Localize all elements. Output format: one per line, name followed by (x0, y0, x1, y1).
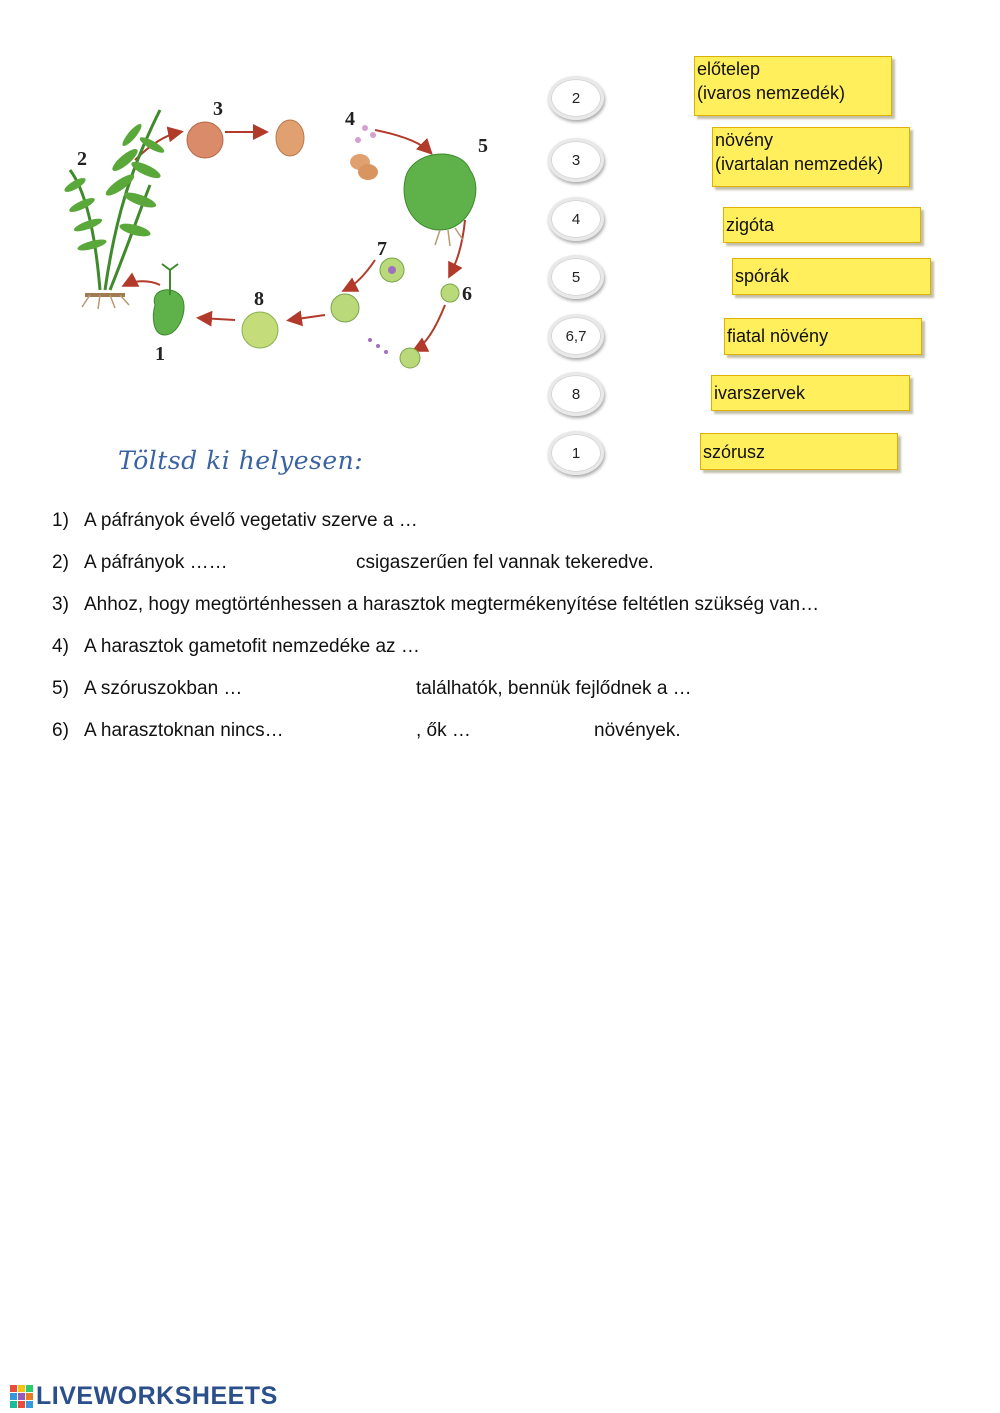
question-text: A páfrányok …… (84, 552, 228, 573)
answer-box-fiatal-noveny[interactable] (724, 318, 922, 355)
answer-input-4[interactable] (460, 636, 640, 662)
question-2 (52, 552, 228, 574)
answer-box-noveny[interactable] (712, 127, 910, 187)
stage-label-8: 8 (254, 288, 264, 310)
question-text: csigaszerűen fel vannak tekeredve. (356, 552, 654, 573)
stage-label-6: 6 (462, 283, 472, 305)
question-text: A harasztok gametofit nemzedéke az … (84, 636, 420, 657)
question-number: 3) (52, 594, 69, 615)
answer-box-line: zigóta (726, 215, 775, 235)
number-circle-3[interactable]: 4 (548, 197, 604, 241)
logo-blocks-icon (10, 1385, 34, 1409)
stage-label-1: 1 (155, 343, 165, 365)
question-4 (52, 636, 420, 658)
question-text: , ők … (416, 720, 471, 741)
answer-input-6a[interactable] (300, 720, 412, 746)
answer-box-line: növény (715, 130, 774, 150)
question-text: A harasztoknan nincs… (84, 720, 284, 741)
stage-label-7: 7 (377, 238, 387, 260)
brand-name: LIVEWORKSHEETS (36, 1382, 278, 1410)
question-5-continuation (416, 678, 692, 700)
liveworksheets-logo (10, 1382, 278, 1411)
answer-input-5a[interactable] (255, 678, 410, 704)
answer-input-5b[interactable] (725, 678, 905, 704)
answer-box-zigota[interactable] (723, 207, 921, 243)
question-2-continuation (356, 552, 654, 574)
question-text: A szóruszokban … (84, 678, 243, 699)
zygote (331, 294, 359, 322)
archegonium (441, 284, 459, 302)
question-number: 2) (52, 552, 69, 573)
question-number: 5) (52, 678, 69, 699)
question-1 (52, 510, 418, 532)
young-fern (153, 290, 184, 335)
number-circle-6[interactable]: 8 (548, 372, 604, 416)
fern-plant (63, 110, 167, 309)
number-circle-2[interactable]: 3 (548, 138, 604, 182)
answer-box-szorusz[interactable] (700, 433, 898, 470)
answer-box-line: előtelep (697, 59, 761, 79)
sporangium (276, 120, 304, 156)
question-text: növények. (594, 720, 681, 741)
answer-box-line: szórusz (703, 442, 766, 462)
question-number: 1) (52, 510, 69, 531)
prothallus (404, 154, 476, 230)
question-5 (52, 678, 242, 700)
question-text: A páfrányok évelő vegetativ szerve a … (84, 510, 418, 531)
question-text: Ahhoz, hogy megtörténhessen a harasztok megtermékenyítése feltétlen szükség van… (84, 594, 820, 615)
number-circle-4[interactable]: 5 (548, 255, 604, 299)
fern-life-cycle-diagram (40, 90, 510, 410)
stage-label-3: 3 (213, 98, 223, 120)
number-circle-5[interactable]: 6,7 (548, 314, 604, 358)
answer-input-2[interactable] (236, 552, 351, 578)
question-text: találhatók, bennük fejlődnek a … (416, 678, 692, 699)
answer-box-ivarszervek[interactable] (711, 375, 910, 411)
number-circle-7[interactable]: 1 (548, 431, 604, 475)
answer-box-line: fiatal növény (727, 326, 829, 346)
number-circle-1[interactable]: 2 (548, 76, 604, 120)
question-6 (52, 720, 284, 742)
question-6-continuation (416, 720, 471, 742)
answer-box-line: ivarszervek (714, 383, 806, 403)
stage-label-5: 5 (478, 135, 488, 157)
spores (350, 125, 378, 180)
question-number: 6) (52, 720, 69, 741)
stage-label-2: 2 (77, 148, 87, 170)
answer-box-line: spórák (735, 266, 790, 286)
answer-input-6b[interactable] (475, 720, 587, 746)
fill-in-heading: Töltsd ki helyesen: (118, 446, 364, 475)
stage-label-4: 4 (345, 108, 355, 130)
question-3 (52, 594, 819, 616)
answer-box-sporak[interactable] (732, 258, 931, 295)
question-6-end (594, 720, 681, 742)
question-number: 4) (52, 636, 69, 657)
young-sporophyte (242, 312, 278, 348)
answer-box-elotelep[interactable] (694, 56, 892, 116)
sorus-cluster (187, 122, 223, 158)
answer-input-1[interactable] (455, 510, 635, 536)
answer-box-line: (ivaros nemzedék) (697, 83, 846, 103)
answer-box-line: (ivartalan nemzedék) (715, 154, 884, 174)
